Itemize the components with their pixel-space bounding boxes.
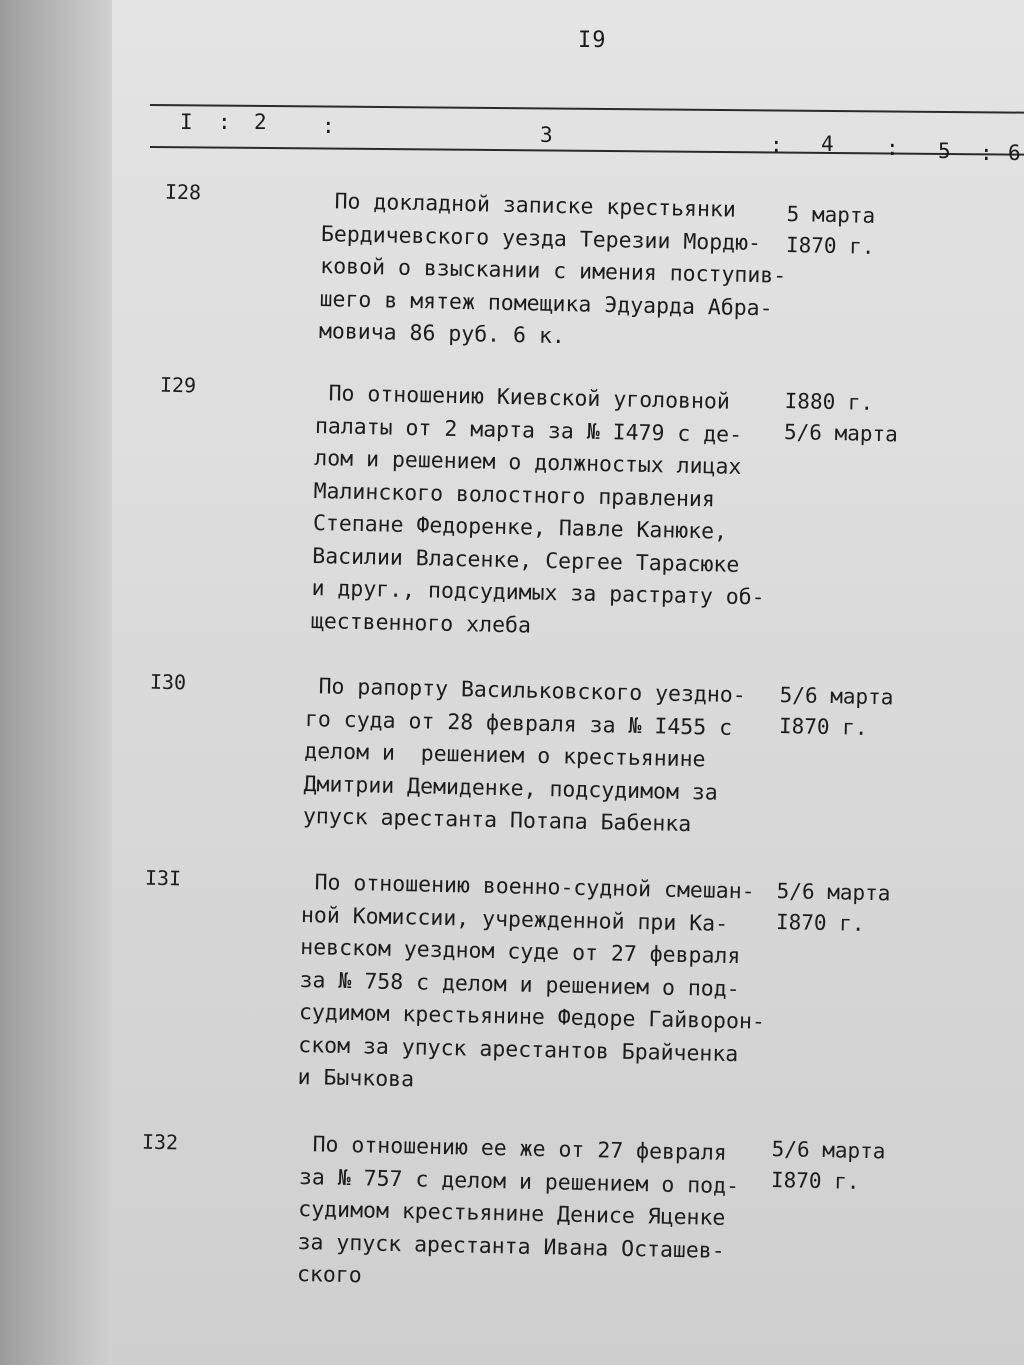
date-line: 5/6 марта (771, 1136, 886, 1164)
entry-description (297, 867, 768, 1104)
column-header-1: I (180, 110, 193, 134)
description-line: ной Комиссии, учрежденной при Ка- (300, 902, 729, 937)
description-line: и Бычкова (297, 1064, 415, 1093)
description-line: По докладной записке крестьянки (321, 188, 737, 223)
entry-description (319, 186, 788, 358)
description-line: Бердичевского уезда Терезии Мордю- (320, 221, 762, 256)
date-line: I870 г. (778, 713, 868, 740)
column-header-5: 5 (938, 139, 951, 163)
entry-date (786, 199, 876, 263)
description-line: делом и решением о крестьянине (304, 738, 706, 773)
description-line: мовича 86 руб. 6 к. (318, 318, 566, 350)
date-line: I870 г. (770, 1167, 860, 1194)
entry-number: I32 (141, 1129, 179, 1155)
description-line: ковой о взыскании с имения поступив- (320, 253, 787, 289)
entry-number: I30 (149, 669, 187, 695)
description-line: ском за упуск арестантов Брайченка (298, 1032, 739, 1067)
description-line: ского (296, 1261, 362, 1289)
entry-description (311, 378, 769, 647)
entry-description (303, 671, 746, 843)
description-line: По отношению военно-судной смешан- (301, 869, 755, 905)
description-line: лом и решением о должностых лицах (314, 445, 742, 480)
description-line: го суда от 28 февраля за № I455 с (304, 706, 733, 741)
column-header-sep-4: : (886, 136, 899, 160)
description-line: за № 757 с делом и решением о под- (298, 1164, 740, 1199)
column-header-6: 6 (1008, 141, 1021, 165)
description-line: шего в мятеж помещика Эдуарда Абра- (319, 286, 773, 321)
column-header-3: 3 (540, 123, 553, 147)
description-line: невском уездном суде от 27 февраля (300, 934, 741, 970)
description-line: По рапорту Васильковского уездно- (305, 673, 746, 709)
description-line: Дмитрии Демиденке, подсудимом за (303, 771, 719, 806)
description-line: за № 758 с делом и решением о под- (299, 967, 740, 1002)
description-line: Василии Власенке, Сергее Тарасюке (312, 543, 740, 578)
column-header-sep-5: : (980, 141, 993, 165)
entry-date (776, 876, 891, 940)
date-line: I880 г. (784, 388, 874, 415)
date-line: 5 марта (786, 201, 876, 228)
entry-date (771, 1134, 886, 1198)
description-line: Малинского волостного правления (313, 478, 716, 512)
description-line: По отношению Киевской уголовной (315, 380, 731, 415)
entry-date (779, 680, 894, 744)
date-line: 5/6 марта (779, 682, 894, 710)
column-header-4: 4 (821, 132, 834, 156)
entry-date (784, 386, 899, 450)
description-line: щественного хлеба (310, 608, 532, 639)
column-header-sep-2: : (322, 114, 335, 138)
date-line: 5/6 марта (776, 878, 891, 906)
description-line: и друг., подсудимых за растрату об- (311, 575, 765, 611)
adjacent-page-shadow (0, 0, 120, 1365)
description-line: палаты от 2 марта за № I479 с де- (314, 413, 743, 448)
date-line: 5/6 марта (783, 419, 899, 447)
description-line: судимом крестьянине Денисе Яценке (298, 1196, 726, 1231)
column-header-sep-1: : (218, 110, 231, 134)
entry-number: I29 (159, 372, 197, 398)
description-line: судимом крестьянине Федоре Гайворон- (298, 999, 766, 1035)
description-line: По отношению ее же от 27 февраля (299, 1131, 727, 1166)
date-line: I870 г. (785, 232, 875, 259)
date-line: I870 г. (775, 909, 865, 936)
entry-description (297, 1129, 740, 1301)
entry-number: I3I (144, 865, 182, 891)
description-line: упуск арестанта Потапа Бабенка (302, 803, 692, 838)
column-header-sep-3: : (770, 133, 783, 157)
page-number: I9 (578, 28, 607, 53)
description-line: за упуск арестанта Ивана Осташев- (297, 1229, 725, 1264)
column-header-2: 2 (254, 110, 267, 134)
description-line: Степане Федоренке, Павле Канюке, (312, 510, 728, 545)
entry-number: I28 (164, 179, 202, 205)
